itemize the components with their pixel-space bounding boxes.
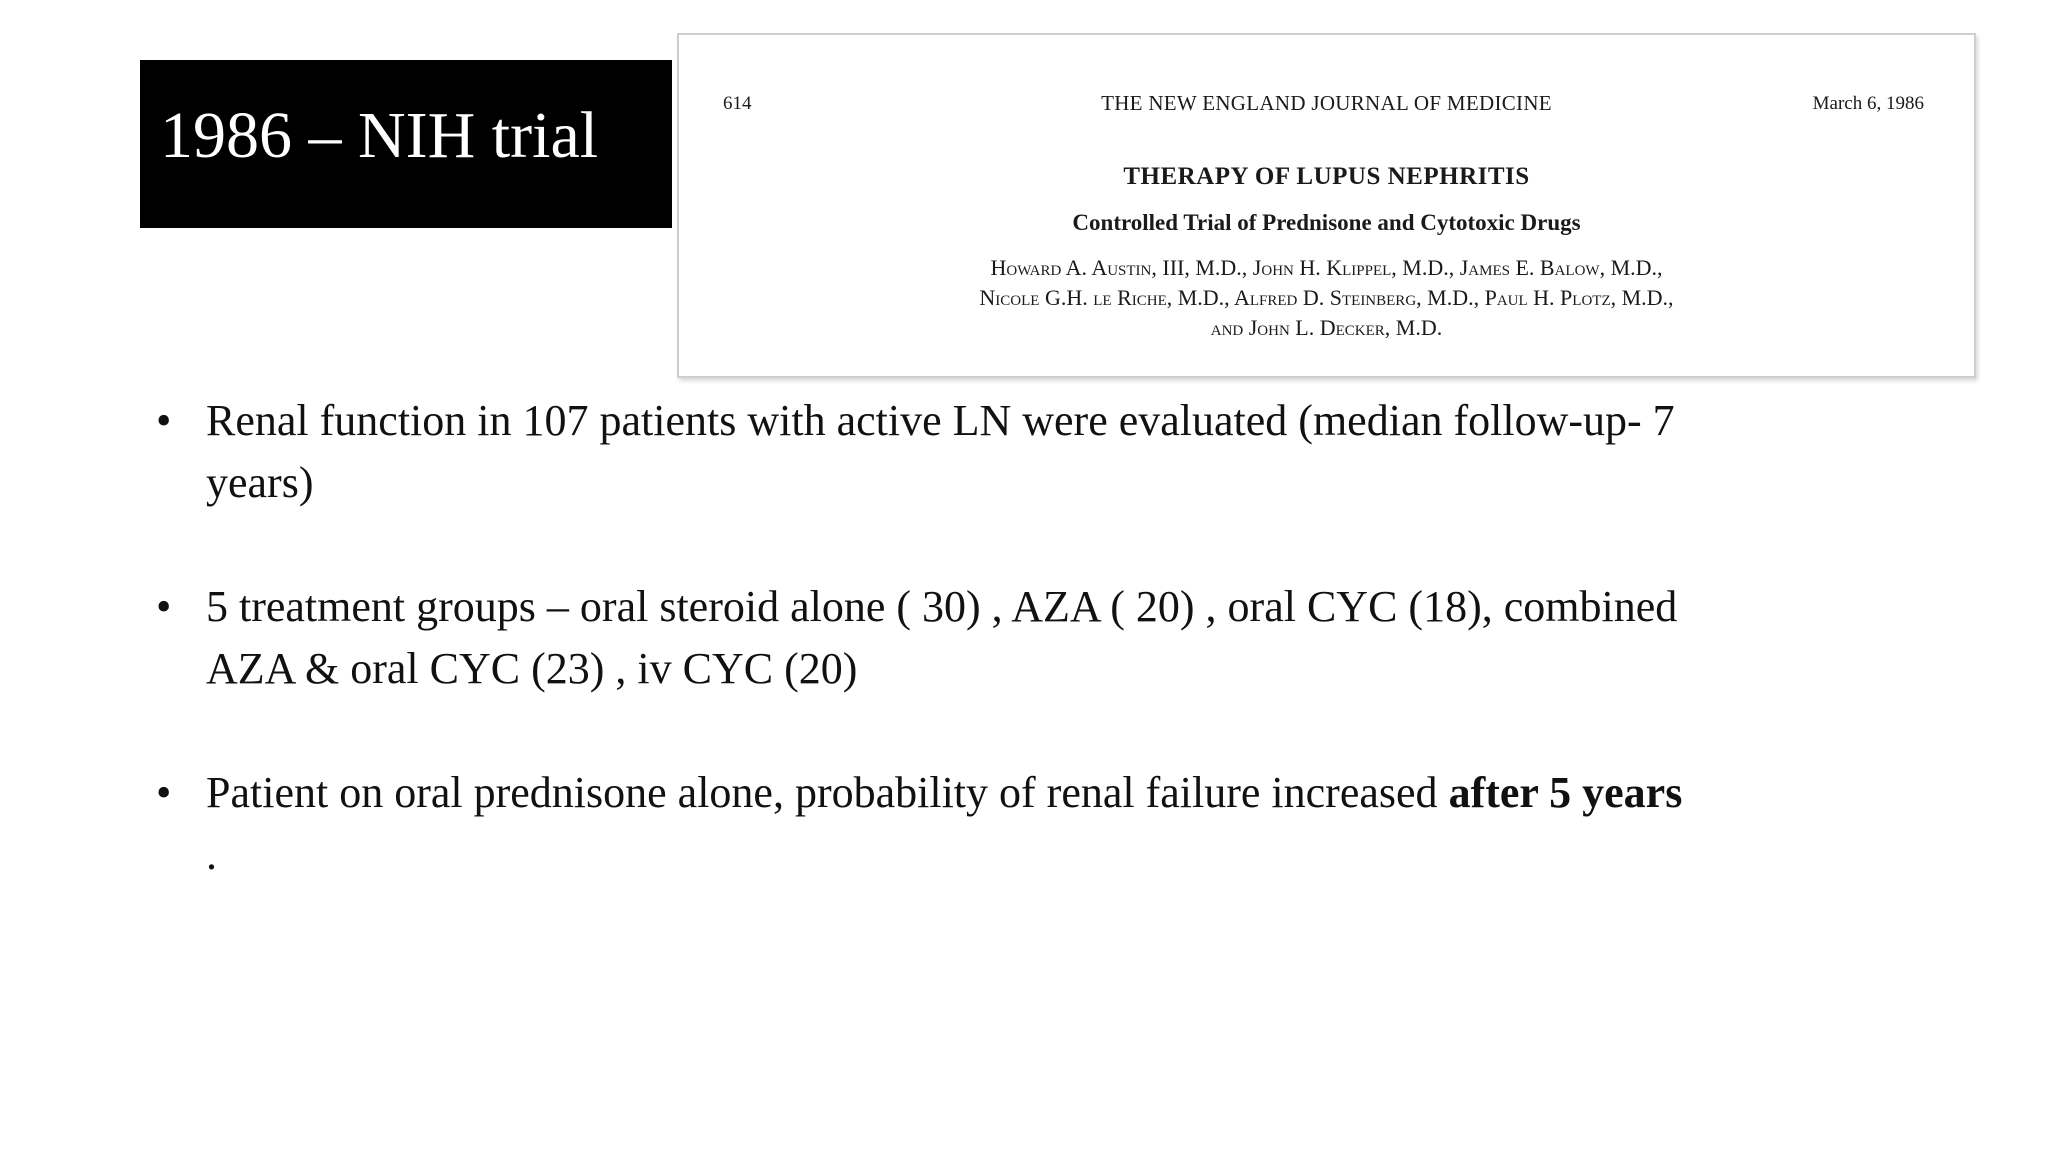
- clipping-article-subtitle: Controlled Trial of Prednisone and Cytotoxic Drugs: [1072, 210, 1581, 235]
- bullet-text: years): [206, 458, 314, 507]
- slide-title: 1986 – NIH trial: [160, 99, 599, 172]
- bullet-list: [148, 390, 1948, 948]
- clipping-authors-line: Howard A. Austin, III, M.D., John H. Klippel, M.D., James E. Balow, M.D.,: [990, 255, 1663, 280]
- bullet-text: [206, 762, 1948, 824]
- bullet-text-plain: Patient on oral prednisone alone, probability of renal failure increased: [206, 768, 1449, 817]
- bullet-item: [148, 576, 1948, 700]
- bullet-text: Renal function in 107 patients with active LN were evaluated (median follow-up- 7: [206, 396, 1675, 445]
- bullet-text-emphasis: after 5 years: [1448, 768, 1683, 817]
- bullet-item: [148, 762, 1948, 886]
- clipping-authors: [679, 253, 1974, 343]
- clipping-date: March 6, 1986: [1812, 93, 1924, 114]
- clipping-journal-name: THE NEW ENGLAND JOURNAL OF MEDICINE: [1101, 91, 1552, 115]
- bullet-text: AZA & oral CYC (23) , iv CYC (20): [206, 644, 858, 693]
- journal-clipping-image: [677, 33, 1976, 378]
- bullet-text: .: [206, 830, 217, 879]
- bullet-text: 5 treatment groups – oral steroid alone ( 30) , AZA ( 20) , oral CYC (18), combined: [206, 582, 1678, 631]
- clipping-page-number: 614: [723, 93, 752, 114]
- bullet-item: [148, 390, 1948, 514]
- bullet-marker: •: [156, 396, 172, 445]
- clipping-article-title: THERAPY OF LUPUS NEPHRITIS: [1123, 163, 1530, 190]
- clipping-authors-line: and John L. Decker, M.D.: [1210, 315, 1443, 340]
- bullet-marker: •: [156, 768, 172, 817]
- bullet-marker: •: [156, 582, 172, 631]
- slide-title-box: [140, 60, 672, 228]
- clipping-authors-line: Nicole G.H. le Riche, M.D., Alfred D. Steinberg, M.D., Paul H. Plotz, M.D.,: [979, 285, 1674, 310]
